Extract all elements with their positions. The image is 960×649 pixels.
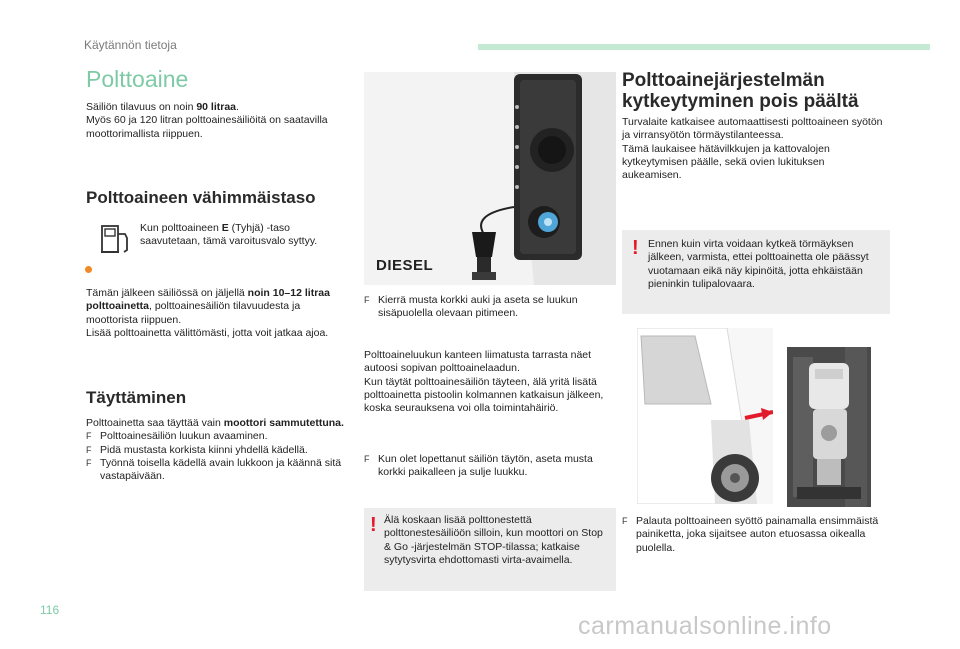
page-title: Polttoaine — [86, 66, 189, 92]
reserve-text: Tämän jälkeen säiliössä on jäljellä noin 10–12 litraa polttoainetta, polttoainesäiliön tilavuudesta ja moottorista riippuen. Lisää polttoainetta välittömästi, jotta voit jatkaa ajoa. — [86, 287, 330, 339]
bullet-arrow-icon: F — [86, 444, 92, 455]
warning-exclamation-icon: ! — [632, 237, 639, 259]
fuel-cutoff-switch-photo — [787, 347, 871, 507]
watermark: carmanualsonline.info — [578, 612, 832, 640]
van-front-photo — [637, 328, 773, 504]
fuel-pump-icon — [100, 222, 132, 261]
warning-light-indicator — [85, 266, 92, 273]
bullet-arrow-icon: F — [86, 431, 92, 442]
stop-go-warning-text: Älä koskaan lisää polttonestettä polttonestesäiliöön silloin, kun moottori on Stop & Go -järjestelmän STOP-tilassa; katkaise sytytysvirta ehdottomasti virta-avaimella. — [384, 514, 603, 566]
instruction-1: F Kierrä musta korkki auki ja aseta se luukun sisäpuolella olevaan pitimeen. — [364, 294, 578, 320]
instruction-2: F Kun olet lopettanut säiliön täytön, aseta musta korkki paikalleen ja sulje luukku. — [364, 453, 593, 479]
fire-risk-warning-text: Ennen kuin virta voidaan kytkeä törmäyksen jälkeen, varmista, ettei polttoainetta ole päässyt vuotamaan eikä näy kipinöitä, jotta ehkäistään pieninkin tulipalovaara. — [648, 238, 869, 290]
diesel-label: DIESEL — [376, 257, 434, 274]
bullet-arrow-icon: F — [622, 516, 628, 526]
capacity-text: Säiliön tilavuus on noin 90 litraa. Myös 60 ja 120 litran polttoainesäiliöitä on saatavilla moottorimallista riippuen. — [86, 101, 328, 140]
list-item: F Polttoainesäiliön luukun avaaminen. — [86, 430, 268, 443]
warning-light-text: Kun polttoaineen E (Tyhjä) -taso saavutetaan, tämä varoitusvalo syttyy. — [140, 222, 318, 248]
stop-go-warning-box — [364, 508, 616, 591]
fuel-cutoff-heading: Polttoainejärjestelmän kytkeytyminen pois päältä — [622, 70, 859, 112]
filling-text: Polttoainetta saa täyttää vain moottori sammutettuna. F Polttoainesäiliön luukun avaaminen. F Pidä mustasta korkista kiinni yhdellä kädellä. F Työnnä toisella kädellä avain lukkoon ja käännä sitä vastapäivään. — [86, 417, 348, 483]
filling-heading: Täyttäminen — [86, 388, 187, 407]
list-item: F Pidä mustasta korkista kiinni yhdellä kädellä. — [86, 443, 308, 456]
page-number: 116 — [40, 603, 60, 617]
bullet-arrow-icon: F — [364, 454, 370, 464]
warning-exclamation-icon: ! — [370, 514, 377, 536]
fuel-grade-text: Polttoaineluukun kanteen liimatusta tarrasta näet autoosi sopivan polttoainelaadun. Kun täytät polttoainesäiliön täyteen, älä yritä lisätä polttoainetta pistoolin kolmannen katkaisun jälkeen, koska seurauksena voi olla toimintahäiriö. — [364, 349, 604, 415]
min-level-heading: Polttoaineen vähimmäistaso — [86, 188, 316, 207]
fuel-flap-photo — [364, 72, 616, 285]
header-accent-bar — [478, 44, 930, 50]
fire-risk-warning-box — [622, 230, 890, 314]
bullet-arrow-icon: F — [86, 457, 92, 468]
fuel-cutoff-text: Turvalaite katkaisee automaattisesti polttoaineen syötön ja virransyötön törmäystilanteessa. Tämä laukaisee hätävilkkujen ja kattovalojen kytkeytymisen päälle, sekä ovien lukituksen aukeamisen. — [622, 116, 883, 182]
instruction-3: F Palauta polttoaineen syöttö painamalla ensimmäistä painiketta, joka sijaitsee auton etuosassa oikealla puolella. — [622, 515, 879, 554]
list-item: F Työnnä toisella kädellä avain lukkoon ja käännä sitä vastapäivään. — [86, 456, 342, 483]
bullet-arrow-icon: F — [364, 295, 370, 305]
section-label: Käytännön tietoja — [84, 38, 177, 52]
